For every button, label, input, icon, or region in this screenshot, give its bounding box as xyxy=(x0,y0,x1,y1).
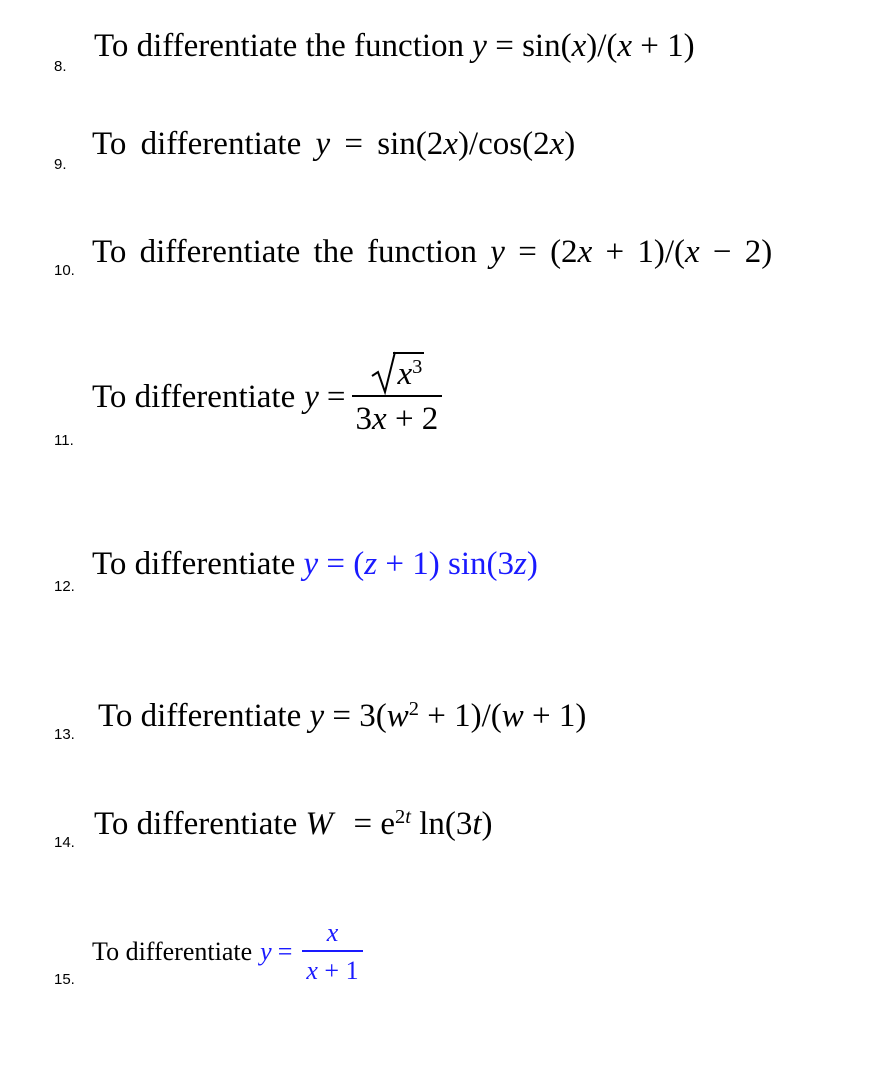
math-part: + 1) xyxy=(632,28,695,64)
math-var: x xyxy=(443,126,458,162)
lead-text: To differentiate xyxy=(92,546,296,582)
lead-text: To differentiate xyxy=(92,378,296,415)
math-op: = xyxy=(518,234,537,270)
math-part: + 1)/( xyxy=(592,234,685,270)
math-var: y xyxy=(315,126,331,162)
math-op: = xyxy=(353,806,373,842)
math-expression xyxy=(260,920,362,984)
math-var: x xyxy=(549,126,565,162)
math-part: + 1 xyxy=(317,955,359,985)
math-part: ln(3 xyxy=(410,806,473,842)
math-op: = xyxy=(495,28,514,64)
math-var: x xyxy=(577,234,593,270)
item-number: 14. xyxy=(54,834,75,851)
denominator xyxy=(352,397,443,436)
lead-text: To differentiate xyxy=(92,126,302,162)
exponent-number: 2 xyxy=(395,805,406,828)
exponent xyxy=(395,806,411,828)
denominator xyxy=(302,952,362,984)
fraction xyxy=(352,355,443,437)
math-var: x xyxy=(617,28,633,64)
math-op: = xyxy=(332,698,352,734)
math-part: ( xyxy=(353,546,365,582)
math-var: y xyxy=(490,234,505,270)
math-var: t xyxy=(472,806,482,842)
lead-text: To differentiate xyxy=(94,806,298,842)
math-op: = xyxy=(326,378,346,415)
math-op: = xyxy=(326,546,346,582)
math-var: y xyxy=(303,546,319,582)
item-number: 11. xyxy=(54,432,74,449)
math-op: = xyxy=(344,126,364,162)
math-var: x xyxy=(397,356,413,392)
math-var: y xyxy=(260,936,272,966)
math-var: x xyxy=(571,28,587,64)
math-part: − 2) xyxy=(699,234,773,270)
item-number: 10. xyxy=(54,262,75,279)
exponent: 3 xyxy=(412,355,423,378)
exponent-var: t xyxy=(405,805,411,828)
math-var: z xyxy=(364,546,378,582)
math-var: y xyxy=(472,28,487,64)
problem-9 xyxy=(92,128,575,161)
radical-bar xyxy=(393,352,424,354)
numerator xyxy=(367,355,426,395)
math-var: w xyxy=(501,698,524,734)
math-part: ) xyxy=(564,126,576,162)
math-part: 3 xyxy=(355,401,373,437)
math-part: 3( xyxy=(359,698,387,734)
problem-8 xyxy=(94,30,695,63)
math-var: w xyxy=(386,698,409,734)
math-var: x xyxy=(372,401,387,437)
item-number: 15. xyxy=(54,971,75,988)
lead-text: To differentiate the function xyxy=(94,28,465,64)
item-number: 8. xyxy=(54,58,67,75)
lead-text: To differentiate xyxy=(92,936,253,966)
fraction xyxy=(302,920,362,984)
lead-text: To differentiate xyxy=(98,698,302,734)
math-var: x xyxy=(684,234,700,270)
math-var: z xyxy=(513,546,527,582)
problem-10 xyxy=(92,236,772,269)
math-part: ) xyxy=(526,546,538,582)
math-op: = xyxy=(277,936,293,966)
problem-12 xyxy=(92,548,538,581)
item-number: 12. xyxy=(54,578,75,595)
math-part: )/( xyxy=(586,28,618,64)
lead-text: To differentiate the function xyxy=(92,234,478,270)
square-root xyxy=(371,355,423,392)
problem-11 xyxy=(92,355,442,437)
math-part: )/cos(2 xyxy=(457,126,550,162)
radical-sign-icon xyxy=(371,348,397,396)
math-var: y xyxy=(304,378,319,415)
math-var: y xyxy=(309,698,325,734)
math-var: x xyxy=(306,955,318,985)
math-base: e xyxy=(380,806,396,842)
item-number: 9. xyxy=(54,156,67,173)
problem-15 xyxy=(92,920,363,984)
math-part: sin( xyxy=(522,28,572,64)
math-part: ) xyxy=(481,806,493,842)
numerator: x xyxy=(326,918,339,947)
math-part: sin(2 xyxy=(377,126,444,162)
math-var: W xyxy=(305,806,333,842)
math-part: (2 xyxy=(550,234,578,270)
item-number: 13. xyxy=(54,726,75,743)
math-part: + 1)/( xyxy=(419,698,502,734)
math-part: + 1) xyxy=(523,698,587,734)
math-part: + 2 xyxy=(386,401,439,437)
math-expression xyxy=(304,546,538,582)
exponent: 2 xyxy=(408,697,420,720)
problem-14 xyxy=(94,805,493,842)
math-part: + 1) sin(3 xyxy=(377,546,514,582)
problem-13 xyxy=(98,697,587,734)
